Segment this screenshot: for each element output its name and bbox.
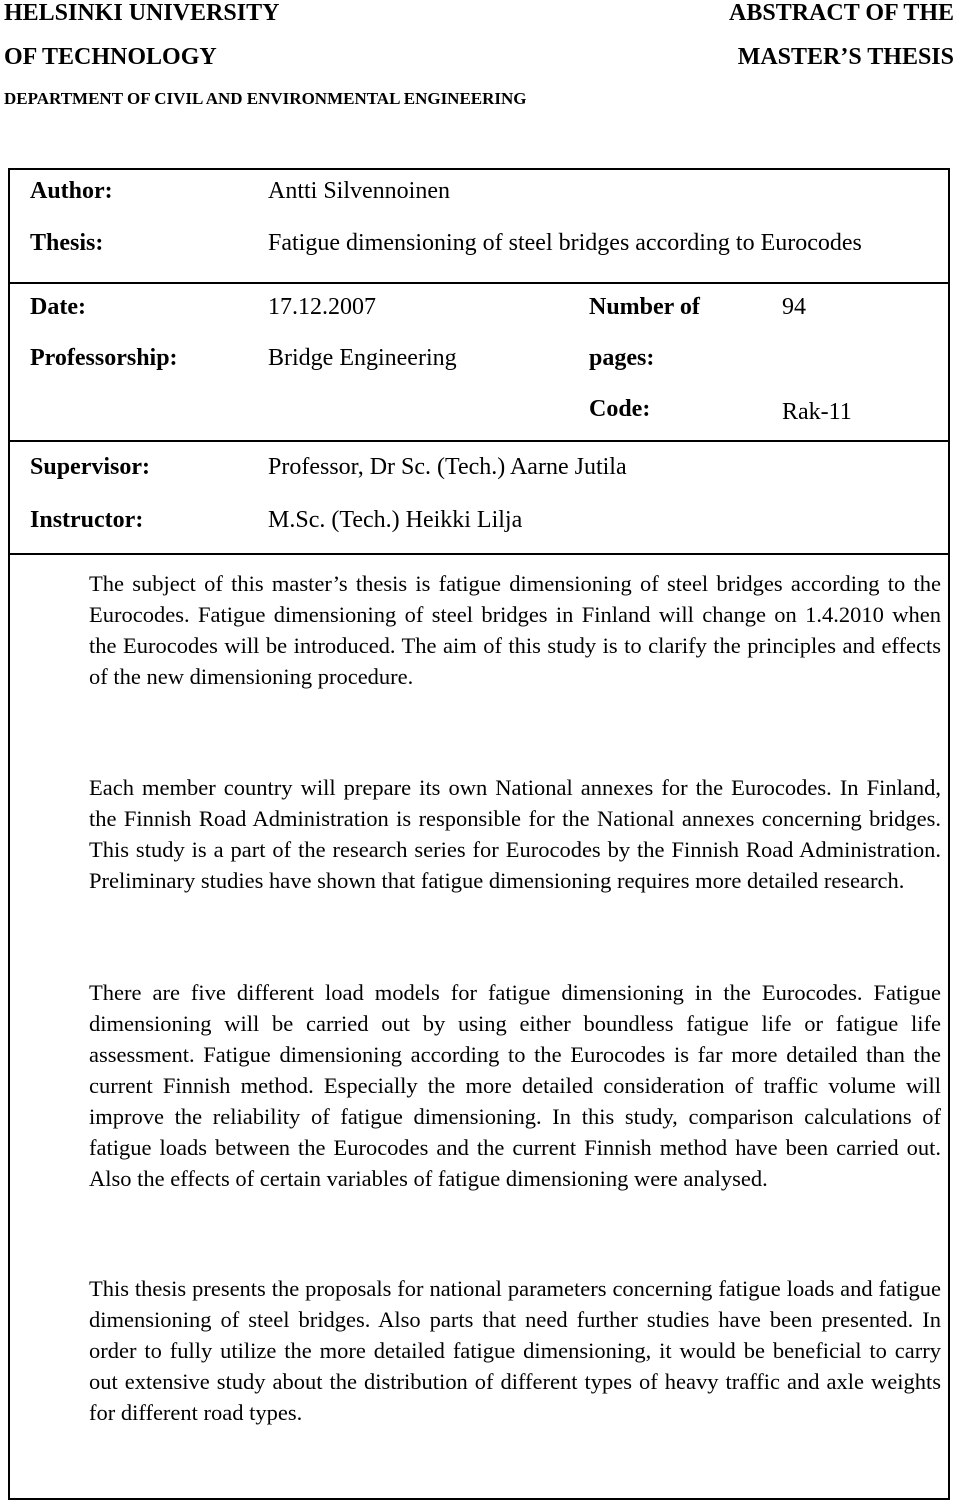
abstract-paragraph-text: Each member country will prepare its own National annexes for the Eurocodes. In Finland, the Finnish Road Administration is responsible for the National annexes concerning bridges. This study is a part of the research series for Eurocodes by the Finnish Road Administration. Preliminary studies have shown that fatigue dimensioning requires more detailed research. [89, 775, 941, 893]
university-name-line2: OF TECHNOLOGY [4, 44, 217, 70]
abstract-paragraph-4 [89, 1273, 941, 1428]
professorship-value: Bridge Engineering [268, 345, 457, 371]
abstract-paragraph-1 [89, 568, 941, 692]
supervisor-label: Supervisor: [30, 454, 150, 480]
abstract-paragraph-text: The subject of this master’s thesis is fatigue dimensioning of steel bridges according to the Eurocodes. Fatigue dimensioning of steel bridges in Finland will change on 1.4.2010 when the Eurocodes will be introduced. The aim of this study is to clarify the principles and effects of the new dimensioning procedure. [89, 571, 941, 689]
abstract-paragraph-text: This thesis presents the proposals for national parameters concerning fatigue loads and fatigue dimensioning of steel bridges. Also parts that need further studies have been presented. In order to fully utilize the more detailed fatigue dimensioning, it would be beneficial to carry out extensive study about the distribution of different types of heavy traffic and axle weights for different road types. [89, 1276, 941, 1425]
divider-after-thesis [8, 282, 950, 284]
university-name-line1: HELSINKI UNIVERSITY [4, 0, 280, 26]
divider-after-code [8, 440, 950, 442]
abstract-paragraph-text: There are five different load models for fatigue dimensioning in the Eurocodes. Fatigue dimensioning will be carried out by using either boundless fatigue life or fatigue life assessment. Fatigue dimensioning according to the Eurocodes is far more detailed than the current Finnish method. Especially the more detailed consideration of traffic volume will improve the reliability of fatigue dimensioning. In this study, comparison calculations of fatigue loads between the Eurocodes and the current Finnish method have been carried out. Also the effects of certain variables of fatigue dimensioning were analysed. [89, 980, 941, 1191]
divider-after-instructor [8, 553, 950, 555]
abstract-paragraph-3 [89, 977, 941, 1194]
abstract-paragraph-2 [89, 772, 941, 896]
instructor-label: Instructor: [30, 507, 144, 533]
document-type-line1: ABSTRACT OF THE [729, 0, 954, 26]
thesis-value: Fatigue dimensioning of steel bridges according to Eurocodes [268, 230, 862, 256]
code-value: Rak-11 [782, 399, 852, 425]
document-type-line2: MASTER’S THESIS [737, 44, 954, 70]
instructor-value: M.Sc. (Tech.) Heikki Lilja [268, 507, 523, 533]
pages-label-line2: pages: [589, 345, 655, 371]
date-label: Date: [30, 294, 86, 320]
supervisor-value: Professor, Dr Sc. (Tech.) Aarne Jutila [268, 454, 627, 480]
author-value: Antti Silvennoinen [268, 178, 450, 204]
thesis-label: Thesis: [30, 230, 104, 256]
date-value: 17.12.2007 [268, 294, 376, 320]
pages-label-line1: Number of [589, 294, 700, 320]
department-name: DEPARTMENT OF CIVIL AND ENVIRONMENTAL ENGINEERING [4, 89, 527, 108]
author-label: Author: [30, 178, 113, 204]
pages-value: 94 [782, 294, 806, 320]
professorship-label: Professorship: [30, 345, 178, 371]
code-label: Code: [589, 396, 651, 422]
